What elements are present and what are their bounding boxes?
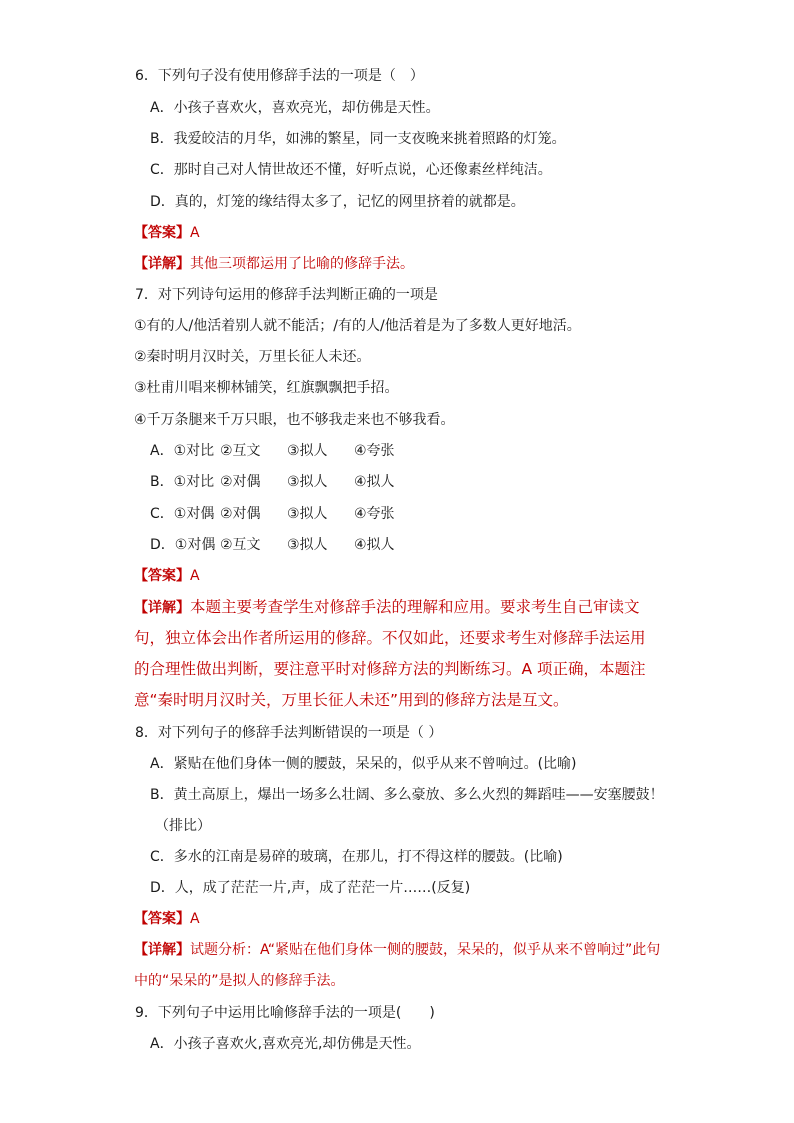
q7-item-2: ②秦时明月汉时关，万里长征人未还。 xyxy=(134,349,371,365)
q7-option-a-3: ③拟人 xyxy=(287,443,328,459)
answer-tag: 【答案】 xyxy=(134,911,190,927)
q7-detail-line-3: 的合理性做出判断，要注意平时对修辞方法的判断练习。A 项正确，本题注 xyxy=(134,660,646,678)
q7-option-d xyxy=(150,535,414,555)
q8-stem: 8．对下列句子的修辞手法判断错误的一项是（ ） xyxy=(135,725,443,741)
q7-detail-line-2: 句，独立体会出作者所运用的修辞。不仅如此，还要求考生对修辞手法运用 xyxy=(134,629,646,647)
q7-option-d-3: ③拟人 xyxy=(287,537,328,553)
detail-text: 试题分析：A“紧贴在他们身体一侧的腰鼓，呆呆的，似乎从来不曾响过”此句 xyxy=(190,942,661,958)
q7-option-b-1: B．①对比 xyxy=(150,474,215,490)
q7-option-a-4: ④夸张 xyxy=(354,443,395,459)
q6-option-a: A．小孩子喜欢火，喜欢亮光，却仿佛是天性。 xyxy=(150,100,440,116)
q7-item-3: ③杜甫川唱来柳林铺笑，红旗飘飘把手招。 xyxy=(134,380,399,396)
q7-option-a xyxy=(150,441,414,461)
detail-tag: 【详解】 xyxy=(134,942,190,958)
q7-detail-line-1 xyxy=(134,596,640,619)
q7-answer xyxy=(134,566,200,586)
q8-option-d: D．人，成了茫茫一片,声，成了茫茫一片……(反复) xyxy=(150,880,471,896)
q6-detail xyxy=(134,254,414,274)
q7-stem: 7．对下列诗句运用的修辞手法判断正确的一项是 xyxy=(135,287,438,303)
q8-option-b-cont: （排比） xyxy=(155,818,211,834)
answer-tag: 【答案】 xyxy=(134,568,190,584)
answer-tag: 【答案】 xyxy=(134,225,190,241)
q7-option-b xyxy=(150,472,414,492)
q7-item-4: ④千万条腿来千万只眼，也不够我走来也不够我看。 xyxy=(134,412,455,428)
q9-option-a: A．小孩子喜欢火,喜欢亮光,却仿佛是天性。 xyxy=(150,1036,421,1052)
answer-value: A xyxy=(190,225,200,241)
q6-option-c: C．那时自己对人情世故还不懂，好听点说，心还像素丝样纯洁。 xyxy=(150,162,552,178)
q7-item-1: ①有的人/他活着别人就不能活；/有的人/他活着是为了多数人更好地活。 xyxy=(134,318,581,334)
q6-option-d: D．真的，灯笼的缘结得太多了，记忆的网里挤着的就都是。 xyxy=(150,194,525,210)
q7-option-d-2: ②互文 xyxy=(220,537,261,553)
q7-option-c-2: ②对偶 xyxy=(220,506,261,522)
q9-stem: 9．下列句子中运用比喻修辞手法的一项是( ) xyxy=(135,1005,435,1021)
q7-option-c-4: ④夸张 xyxy=(354,506,395,522)
q8-answer xyxy=(134,909,200,929)
q7-option-a-1: A．①对比 xyxy=(150,443,215,459)
detail-tag: 【详解】 xyxy=(134,600,190,616)
q7-option-b-4: ④拟人 xyxy=(354,474,395,490)
q8-option-a: A．紧贴在他们身体一侧的腰鼓，呆呆的，似乎从来不曾响过。(比喻) xyxy=(150,756,577,772)
q7-option-d-4: ④拟人 xyxy=(354,537,395,553)
answer-value: A xyxy=(190,911,200,927)
answer-value: A xyxy=(190,568,200,584)
q8-detail-line-1 xyxy=(134,940,660,960)
q7-option-c-1: C．①对偶 xyxy=(150,506,215,522)
detail-tag: 【详解】 xyxy=(134,256,190,272)
q8-option-b: B．黄土高原上，爆出一场多么壮阔、多么豪放、多么火烈的舞蹈哇——安塞腰鼓！ xyxy=(150,787,664,803)
detail-text: 本题主要考查学生对修辞手法的理解和应用。要求考生自己审读文 xyxy=(190,598,640,616)
q6-option-b: B．我爱皎洁的月华，如沸的繁星，同一支夜晚来挑着照路的灯笼。 xyxy=(150,131,566,147)
q7-option-b-2: ②对偶 xyxy=(220,474,261,490)
q7-option-d-1: D．①对偶 xyxy=(150,537,216,553)
q6-stem: 6．下列句子没有使用修辞手法的一项是（ ） xyxy=(135,68,424,84)
q7-option-b-3: ③拟人 xyxy=(287,474,328,490)
detail-text: 其他三项都运用了比喻的修辞手法。 xyxy=(190,256,414,272)
q7-detail-line-4: 意“秦时明月汉时关，万里长征人未还”用到的修辞方法是互文。 xyxy=(134,691,569,709)
q7-option-c-3: ③拟人 xyxy=(287,506,328,522)
q6-answer xyxy=(134,223,200,243)
q7-option-a-2: ②互文 xyxy=(220,443,261,459)
q8-detail-line-2: 中的“呆呆的”是拟人的修辞手法。 xyxy=(134,973,345,989)
q7-option-c xyxy=(150,504,414,524)
q8-option-c: C．多水的江南是易碎的玻璃，在那儿，打不得这样的腰鼓。(比喻) xyxy=(150,849,563,865)
